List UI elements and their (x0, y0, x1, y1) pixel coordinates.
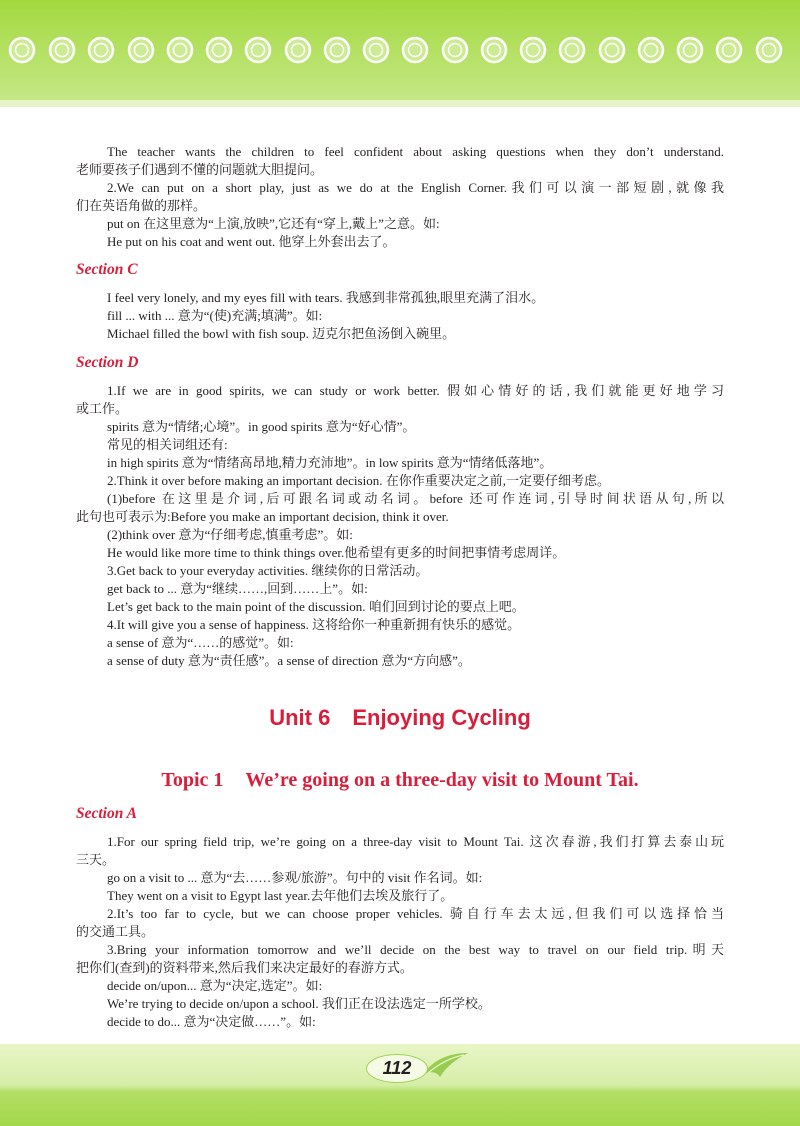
text-line: decide to do... 意为“决定做……”。如: (107, 1014, 316, 1029)
header-circle (757, 38, 781, 62)
header-circle (325, 38, 349, 62)
text-line: 3.Get back to your everyday activities. 继续你的日常活动。 (107, 563, 429, 578)
section-a-body (76, 833, 724, 1031)
text-line: (2)think over 意为“仔细考虑,慎重考虑”。如: (107, 527, 353, 542)
topic-name: We’re going on a three-day visit to Mount Tai. (245, 769, 639, 791)
header-circle (600, 38, 624, 62)
header-circle (717, 38, 741, 62)
text-line: (1)before 在这里是介词,后可跟名词或动名词。before 还可作连词,引导时间状语从句,所以 (107, 491, 724, 506)
text-line: 常见的相关词组还有: (107, 437, 228, 452)
text-line: We’re trying to decide on/upon a school. 我们正在设法选定一所学校。 (107, 996, 491, 1011)
header-circle (560, 38, 584, 62)
topic-title (76, 767, 724, 793)
header-circle (246, 38, 270, 62)
paragraph (76, 179, 724, 215)
header-circle (168, 38, 192, 62)
page-number: 112 (366, 1054, 428, 1083)
header-circle (129, 38, 153, 62)
text-line: a sense of 意为“……的感觉”。如: (107, 635, 294, 650)
text-line: in high spirits 意为“情绪高昂地,精力充沛地”。in low spirits 意为“情绪低落地”。 (107, 455, 553, 470)
text-line: 们在英语角做的那样。 (76, 198, 207, 213)
header-circle (207, 38, 231, 62)
text-line: fill ... with ... 意为“(使)充满;填满”。如: (107, 308, 323, 323)
paragraph (76, 833, 724, 869)
page-content (76, 143, 724, 1031)
text-line: 3.Bring your information tomorrow and we’ll decide on the best way to travel on our field trip.明天 (107, 942, 724, 957)
text-line: They went on a visit to Egypt last year.去年他们去埃及旅行了。 (107, 888, 454, 903)
text-line: He would like more time to think things over.他希望有更多的时间把事情考虑周详。 (107, 545, 566, 560)
paragraph (76, 382, 724, 418)
text-line: 三天。 (76, 852, 116, 867)
text-line: decide on/upon... 意为“决定,选定”。如: (107, 978, 323, 993)
header-circle (639, 38, 663, 62)
text-line: He put on his coat and went out. 他穿上外套出去了。 (107, 234, 396, 249)
text-line: get back to ... 意为“继续……,回到……上”。如: (107, 581, 368, 596)
text-line: a sense of duty 意为“责任感”。a sense of direction 意为“方向感”。 (107, 653, 471, 668)
paragraph (76, 941, 724, 977)
text-line: 或工作。 (76, 401, 129, 416)
text-line: 此句也可表示为:Before you make an important decision, think it over. (76, 509, 449, 524)
section-d-body (76, 382, 724, 670)
section-d-heading: Section D (76, 354, 139, 371)
text-line: 1.For our spring field trip, we’re going on a three-day visit to Mount Tai. 这次春游,我们打算去泰山玩 (107, 834, 724, 849)
header-circle (443, 38, 467, 62)
text-line: 1.If we are in good spirits, we can study or work better. 假如心情好的话,我们就能更好地学习 (107, 383, 724, 398)
paragraph (76, 490, 724, 526)
header-banner (0, 0, 800, 100)
section-c-heading: Section C (76, 261, 138, 278)
unit-label: Unit 6 (269, 705, 331, 730)
text-line: 2.Think it over before making an important decision. 在你作重要决定之前,一定要仔细考虑。 (107, 473, 610, 488)
text-line: put on 在这里意为“上演,放映”,它还有“穿上,戴上”之意。如: (107, 216, 440, 231)
header-circle (286, 38, 310, 62)
intro-block (76, 143, 724, 251)
text-line: 2.It’s too far to cycle, but we can choose proper vehicles. 骑自行车去太远,但我们可以选择恰当 (107, 906, 724, 921)
paragraph (76, 233, 724, 251)
text-line: 把你们(查到)的资料带来,然后我们来决定最好的春游方式。 (76, 960, 413, 975)
paragraph (76, 215, 724, 233)
unit-title (76, 704, 724, 732)
text-line: 老师要孩子们遇到不懂的问题就大胆提问。 (76, 162, 324, 177)
header-circles (0, 0, 800, 100)
header-circle (521, 38, 545, 62)
text-line: I feel very lonely, and my eyes fill with tears. 我感到非常孤独,眼里充满了泪水。 (107, 290, 545, 305)
paragraph (76, 143, 724, 179)
header-circle (482, 38, 506, 62)
text-line: Let’s get back to the main point of the discussion. 咱们回到讨论的要点上吧。 (107, 599, 525, 614)
text-line: 2.We can put on a short play, just as we do at the English Corner.我们可以演一部短剧,就像我 (107, 180, 724, 195)
header-circle (89, 38, 113, 62)
section-c-body (76, 289, 724, 343)
text-line: spirits 意为“情绪;心境”。in good spirits 意为“好心情”。 (107, 419, 416, 434)
topic-label: Topic 1 (161, 769, 224, 791)
header-circle (50, 38, 74, 62)
unit-name: Enjoying Cycling (352, 705, 531, 730)
text-line: Michael filled the bowl with fish soup. 迈克尔把鱼汤倒入碗里。 (107, 326, 456, 341)
header-circle (403, 38, 427, 62)
header-circle (678, 38, 702, 62)
text-line: 的交通工具。 (76, 924, 155, 939)
header-circle (10, 38, 34, 62)
header-circle (364, 38, 388, 62)
text-line: The teacher wants the children to feel confident about asking questions when they don’t understand. (107, 144, 724, 159)
section-a-heading: Section A (76, 805, 138, 822)
paragraph (76, 905, 724, 941)
text-line: go on a visit to ... 意为“去……参观/旅游”。句中的 visit 作名词。如: (107, 870, 483, 885)
text-line: 4.It will give you a sense of happiness. 这将给你一种重新拥有快乐的感觉。 (107, 617, 521, 632)
header-strip (0, 100, 800, 107)
